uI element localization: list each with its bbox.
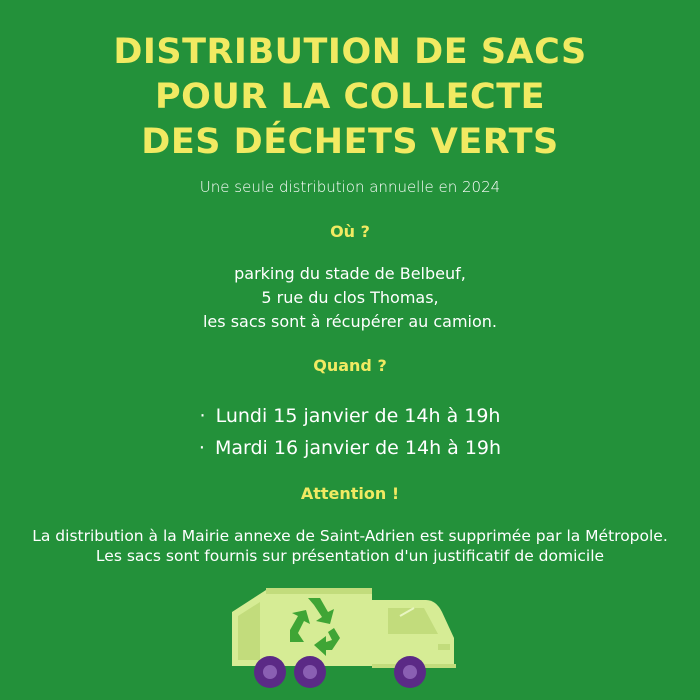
wheel [394,656,426,688]
title-line: DISTRIBUTION DE SACS [113,32,587,72]
title-line: POUR LA COLLECTE [155,77,545,117]
list-item [0,400,700,432]
title-line: DES DÉCHETS VERTS [141,122,559,162]
when-heading: Quand ? [313,356,387,375]
where-address [0,262,700,334]
where-heading: Où ? [330,222,370,241]
address-line: parking du stade de Belbeuf, [234,264,466,283]
garbage-truck-icon [228,578,472,700]
wheel [294,656,326,688]
date-list [0,400,700,464]
wheel [254,656,286,688]
subtitle: Une seule distribution annuelle en 2024 [199,178,501,196]
attention-heading: Attention ! [300,484,400,503]
bullet: · [198,437,205,459]
poster-title [0,30,700,165]
notice-line: Les sacs sont fournis sur présentation d'un justificatif de domicile [95,547,605,565]
address-line: les sacs sont à récupérer au camion. [202,312,497,331]
date-text: Mardi 16 janvier de 14h à 19h [214,437,502,459]
bullet: · [199,405,206,427]
address-line: 5 rue du clos Thomas, [261,288,439,307]
notice-line: La distribution à la Mairie annexe de Saint-Adrien est supprimée par la Métropole. [32,527,668,545]
date-text: Lundi 15 janvier de 14h à 19h [215,405,501,427]
attention-notice [0,526,700,566]
list-item [0,432,700,464]
